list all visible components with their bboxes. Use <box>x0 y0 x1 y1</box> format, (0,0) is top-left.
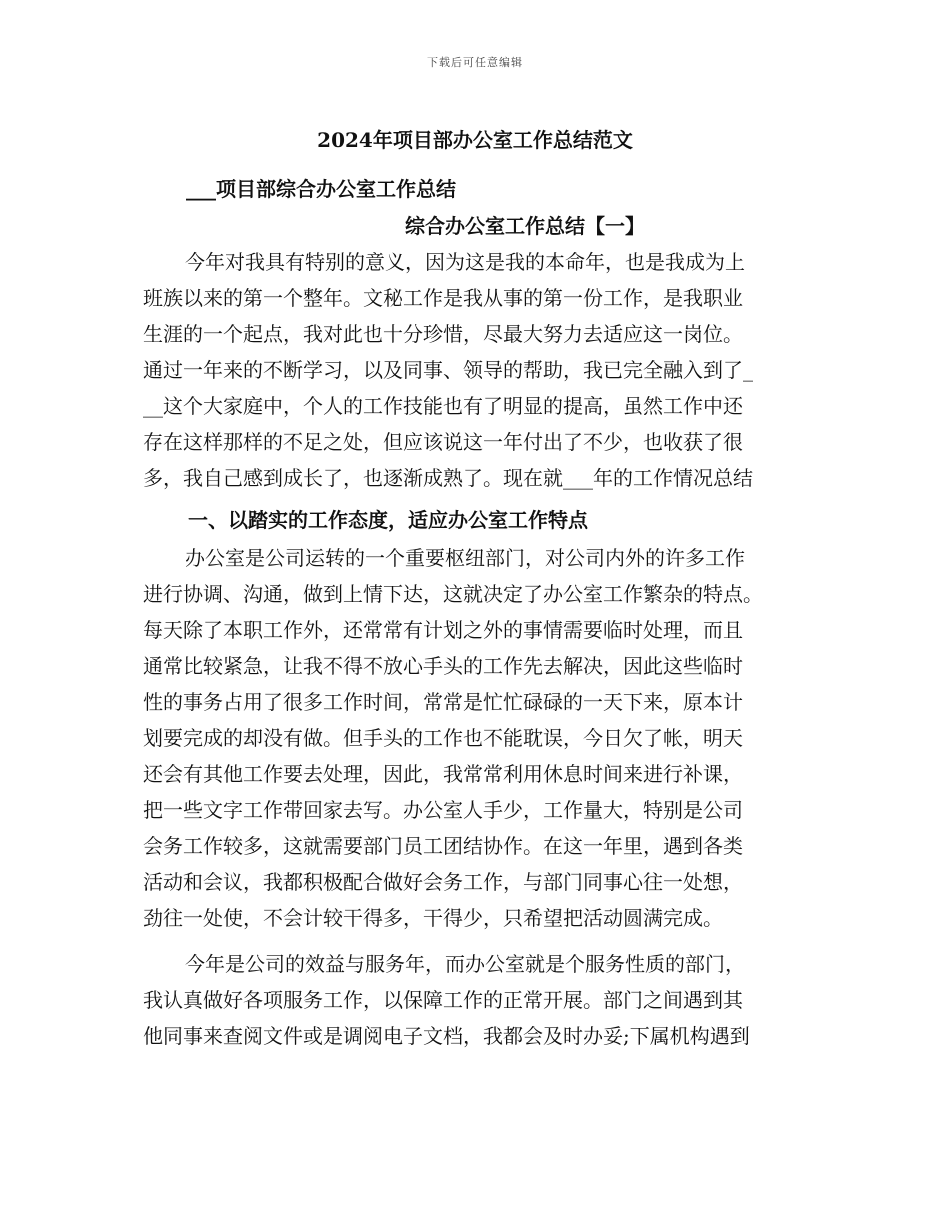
paragraph-line: 生涯的一个起点，我对此也十分珍惜，尽最大努力去适应这一岗位。 <box>143 322 743 346</box>
paragraph-line: __这个大家庭中，个人的工作技能也有了明显的提高，虽然工作中还 <box>143 394 743 418</box>
paragraph-line: 班族以来的第一个整年。文秘工作是我从事的第一份工作，是我职业 <box>143 286 743 310</box>
paragraph-line: 每天除了本职工作外，还常常有计划之外的事情需要临时处理，而且 <box>143 618 743 642</box>
paragraph-line: 办公室是公司运转的一个重要枢纽部门，对公司内外的许多工作 <box>185 546 745 570</box>
header-note: 下载后可任意编辑 <box>427 56 523 69</box>
section-title: 综合办公室工作总结【一】 <box>405 214 645 238</box>
paragraph-line: 性的事务占用了很多工作时间，常常是忙忙碌碌的一天下来，原本计 <box>143 690 743 714</box>
paragraph-2 <box>143 540 813 936</box>
paragraph-line: 劲往一处使，不会计较干得多，干得少，只希望把活动圆满完成。 <box>143 906 723 930</box>
paragraph-line: 活动和会议，我都积极配合做好会务工作，与部门同事心往一处想， <box>143 870 743 894</box>
paragraph-line: 今年对我具有特别的意义，因为这是我的本命年，也是我成为上 <box>185 250 745 274</box>
heading-work-attitude: 一、以踏实的工作态度，适应办公室工作特点 <box>188 508 588 532</box>
paragraph-line: 还会有其他工作要去处理，因此，我常常利用休息时间来进行补课， <box>143 762 743 786</box>
document-title: 2024年项目部办公室工作总结范文 <box>317 128 633 152</box>
paragraph-line: 会务工作较多，这就需要部门员工团结协作。在这一年里，遇到各类 <box>143 834 743 858</box>
paragraph-line: 他同事来查阅文件或是调阅电子文档，我都会及时办妥;下属机构遇到 <box>143 1024 750 1048</box>
paragraph-line: 我认真做好各项服务工作，以保障工作的正常开展。部门之间遇到其 <box>143 988 743 1012</box>
paragraph-line: 多，我自己感到成长了，也逐渐成熟了。现在就___年的工作情况总结 <box>143 466 753 490</box>
project-subheading: ___项目部综合办公室工作总结 <box>186 177 456 201</box>
paragraph-line: 通过一年来的不断学习，以及同事、领导的帮助，我已完全融入到了_ <box>143 358 753 382</box>
paragraph-line: 进行协调、沟通，做到上情下达，这就决定了办公室工作繁杂的特点。 <box>143 582 763 606</box>
paragraph-line: 划要完成的却没有做。但手头的工作也不能耽误，今日欠了帐，明天 <box>143 726 743 750</box>
paragraph-line: 存在这样那样的不足之处，但应该说这一年付出了不少，也收获了很 <box>143 430 743 454</box>
paragraph-line: 通常比较紧急，让我不得不放心手头的工作先去解决，因此这些临时 <box>143 654 743 678</box>
paragraph-1 <box>143 244 813 496</box>
paragraph-line: 把一些文字工作带回家去写。办公室人手少，工作量大，特别是公司 <box>143 798 743 822</box>
paragraph-3 <box>143 946 813 1054</box>
paragraph-line: 今年是公司的效益与服务年，而办公室就是个服务性质的部门， <box>185 952 745 976</box>
